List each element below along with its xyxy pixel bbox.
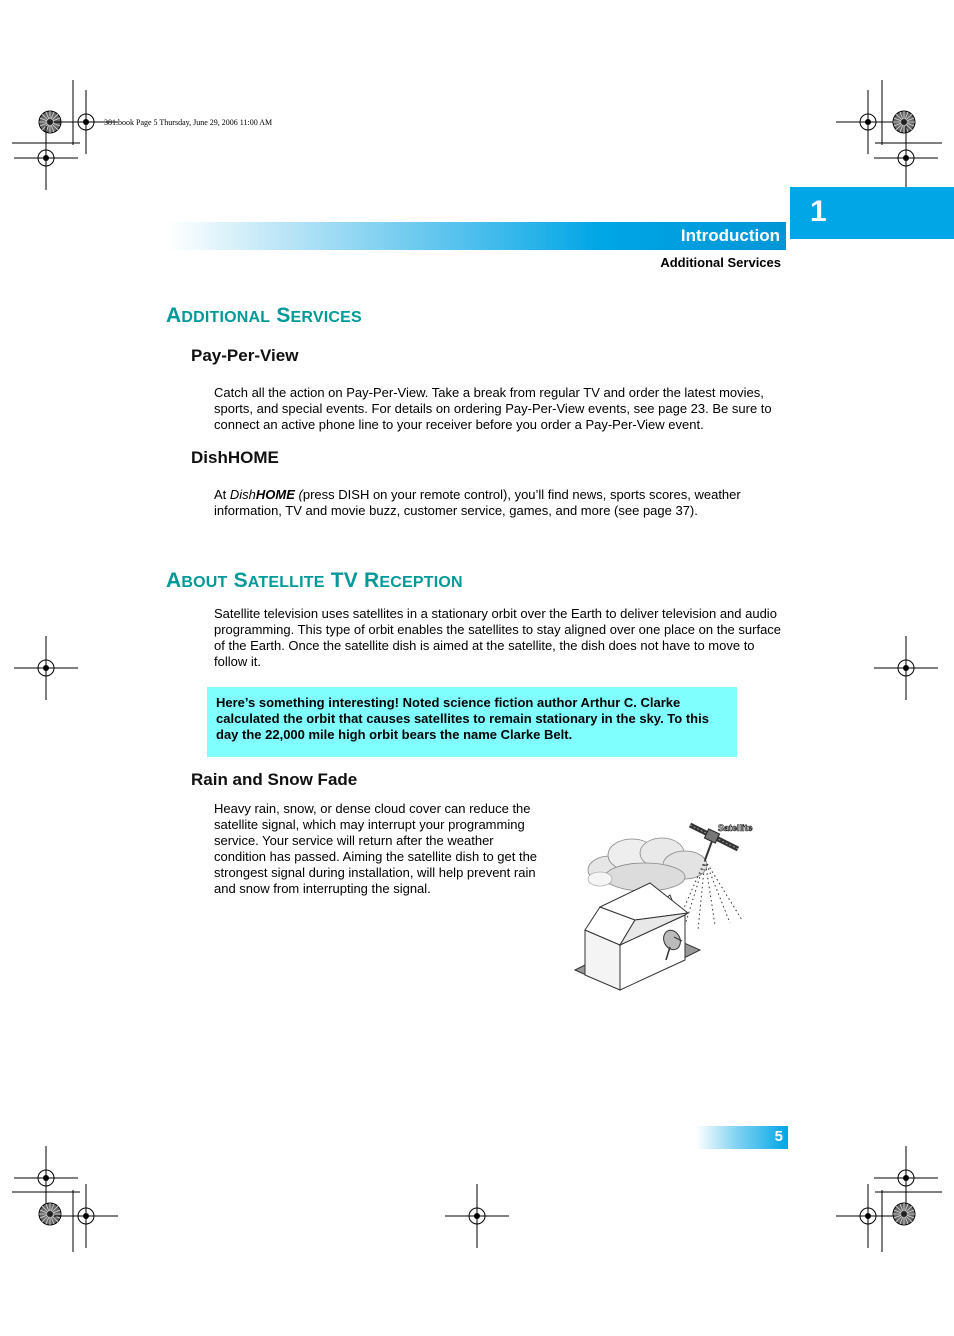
rain-heading: Rain and Snow Fade — [191, 770, 358, 789]
ppv-heading: Pay-Per-View — [191, 346, 299, 365]
chapter-tab — [790, 187, 954, 239]
house-graphic — [575, 883, 700, 990]
print-info-line: 381.book Page 5 Thursday, June 29, 2006 11:00 AM — [104, 118, 273, 127]
satellite-text: Satellite television uses satellites in a stationary orbit over the Earth to deliver television and audio programming. This type of orbit enables the satellites to stay aligned over one place on the surface of the Earth. Once the satellite dish is aimed at the satellite, the dish does not have to move to follow it. — [214, 606, 782, 669]
page-number: 5 — [774, 1128, 783, 1145]
dishhome-text — [214, 487, 789, 519]
page-number-tab — [696, 1126, 788, 1149]
dishhome-brand-italic: Dish — [229, 487, 256, 502]
title-smallcaps: ATELLITE — [247, 574, 325, 591]
title-smallcaps: ECEPTION — [379, 574, 463, 591]
title-cap: A — [166, 304, 182, 327]
rain-fade-illustration — [570, 815, 770, 995]
running-header-bar — [168, 222, 786, 250]
title-cap: TV — [330, 569, 358, 592]
title-cap: S — [276, 304, 291, 327]
ppv-text: Catch all the action on Pay-Per-View. Take a break from regular TV and order the latest movies, sports, and special events. For details on ordering Pay-Per-View events, see page 23. Be sure to connect an active phone line to your receiver before you order a Pay-Per-View event. — [214, 385, 772, 432]
dishhome-rest: press DISH on your remote control), you’ll find news, sports scores, weather information, TV and movie buzz, customer service, games, and more (see page 37). — [214, 487, 741, 518]
title-cap: S — [233, 569, 248, 592]
cloud-graphic — [588, 838, 707, 891]
rain-text: Heavy rain, snow, or dense cloud cover can reduce the satellite signal, which may interrupt your programming service. Your service will return after the weather condition has passed. Aiming the satellite dish to get the strongest signal during installation, will help prevent rain and snow from interrupting the signal. — [214, 801, 538, 896]
title-smallcaps: DDITIONAL — [181, 309, 271, 326]
dishhome-paren: ( — [294, 487, 303, 502]
callout-box — [207, 687, 737, 757]
dishhome-prefix: At — [214, 487, 230, 502]
title-smallcaps: ERVICES — [290, 309, 362, 326]
dishhome-heading: DishHOME — [191, 448, 279, 467]
section-title-additional-services — [166, 304, 362, 328]
title-cap: R — [363, 569, 380, 592]
title-cap: A — [166, 569, 182, 592]
section-title-satellite-reception — [166, 569, 463, 593]
header-subtitle: Additional Services — [660, 255, 781, 270]
header-title: Introduction — [680, 226, 780, 245]
satellite-label: Satellite — [718, 823, 753, 833]
chapter-number: 1 — [810, 195, 827, 228]
dishhome-brand-bold: HOME — [255, 487, 295, 502]
title-smallcaps: BOUT — [181, 574, 228, 591]
callout-text: Here’s something interesting! Noted science fiction author Arthur C. Clarke calculated the orbit that causes satellites to remain stationary in the sky. To this day the 22,000 mile high orbit bears the name Clarke Belt. — [216, 695, 709, 742]
